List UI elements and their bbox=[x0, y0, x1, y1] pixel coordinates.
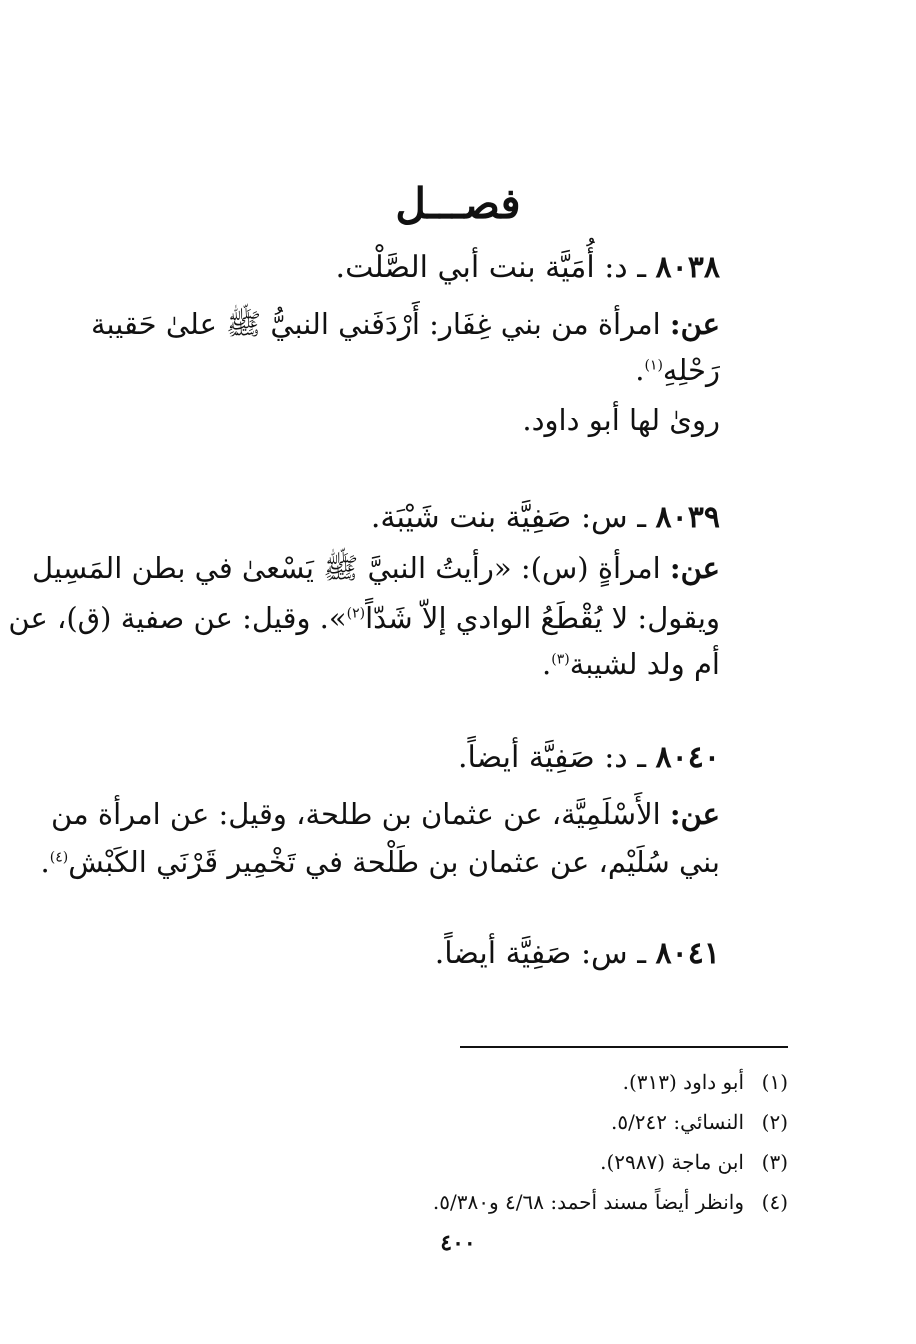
entry-number: ٨٠٤٠ bbox=[655, 740, 720, 775]
entry-line bbox=[522, 398, 720, 442]
footnote-text: أبو داود (٣١٣). bbox=[622, 1070, 744, 1094]
entry-head-text: ـ د: صَفِيَّة أيضاً. bbox=[457, 740, 646, 775]
line-text: امرأةٍ (س): «رأيتُ النبيَّ ﷺ يَسْعىٰ في بطن المَسِيل bbox=[32, 551, 661, 585]
line-text: رَحْلِهِ bbox=[662, 353, 720, 387]
line-text: رویٰ لها أبو داود. bbox=[522, 403, 720, 437]
line-text: الأَسْلَمِيَّة، عن عثمان بن طلحة، وقيل: عن امرأة من bbox=[51, 797, 661, 831]
footnote-number: (٢) bbox=[761, 1110, 788, 1134]
entry-line bbox=[51, 792, 720, 836]
footnote-number: (١) bbox=[761, 1070, 788, 1094]
footnote-ref: (٤) bbox=[49, 849, 69, 866]
footnote-ref: (٣) bbox=[551, 651, 570, 668]
an-label: عن: bbox=[669, 551, 720, 585]
entry-line bbox=[635, 348, 720, 392]
entry-line bbox=[91, 302, 720, 346]
footnote-ref: (٢) bbox=[346, 605, 366, 622]
footnote-number: (٤) bbox=[761, 1190, 788, 1214]
page-number: ٤٠٠ bbox=[440, 1230, 476, 1256]
line-tail: . bbox=[635, 353, 645, 387]
entry-head-text: ـ س: صَفِيَّة أيضاً. bbox=[434, 936, 646, 971]
footnote-text: النسائي: ٥/٢٤٢. bbox=[610, 1110, 744, 1134]
footnote-text: وانظر أيضاً مسند أحمد: ٤/٦٨ و٥/٣٨٠. bbox=[432, 1190, 744, 1214]
footnote bbox=[611, 1106, 788, 1138]
entry-heading bbox=[435, 932, 720, 976]
an-label: عن: bbox=[669, 797, 720, 831]
entry-line bbox=[32, 546, 720, 590]
section-title: فصـــل bbox=[395, 179, 521, 228]
line-text: أم ولد لشيبة bbox=[569, 647, 720, 681]
entry-line bbox=[542, 642, 720, 686]
footnote bbox=[433, 1186, 788, 1218]
entry-line bbox=[8, 596, 720, 640]
entry-head-text: ـ د: أُمَيَّة بنت أبي الصَّلْت. bbox=[335, 250, 646, 285]
entry-heading bbox=[458, 736, 720, 780]
line-tail: ». وقيل: عن صفية (ق)، عن bbox=[8, 601, 347, 635]
entry-line bbox=[41, 840, 720, 884]
entry-number: ٨٠٣٨ bbox=[655, 250, 720, 285]
line-text: امرأة من بني غِفَار: أَرْدَفَني النبيُّ ﷺ علىٰ حَقيبة bbox=[90, 307, 661, 341]
entry-number: ٨٠٣٩ bbox=[655, 500, 720, 535]
line-text: بني سُلَيْم، عن عثمان بن طَلْحة في تَخْمِير قَرْنَي الكَبْش bbox=[68, 845, 720, 879]
entry-number: ٨٠٤١ bbox=[655, 936, 720, 971]
line-tail: . bbox=[40, 845, 50, 879]
footnote bbox=[600, 1146, 788, 1178]
an-label: عن: bbox=[669, 307, 720, 341]
footnote bbox=[623, 1066, 788, 1098]
entry-heading bbox=[336, 246, 720, 290]
line-text: ويقول: لا يُقْطَعُ الوادي إلاّ شَدّاً bbox=[365, 601, 720, 635]
footnote-divider bbox=[460, 1046, 788, 1048]
entry-head-text: ـ س: صَفِيَّة بنت شَيْبَة. bbox=[370, 500, 646, 535]
line-tail: . bbox=[542, 647, 552, 681]
footnote-text: ابن ماجة (٢٩٨٧). bbox=[600, 1150, 744, 1174]
footnote-number: (٣) bbox=[761, 1150, 788, 1174]
entry-heading bbox=[371, 496, 720, 540]
footnote-ref: (١) bbox=[644, 357, 663, 374]
